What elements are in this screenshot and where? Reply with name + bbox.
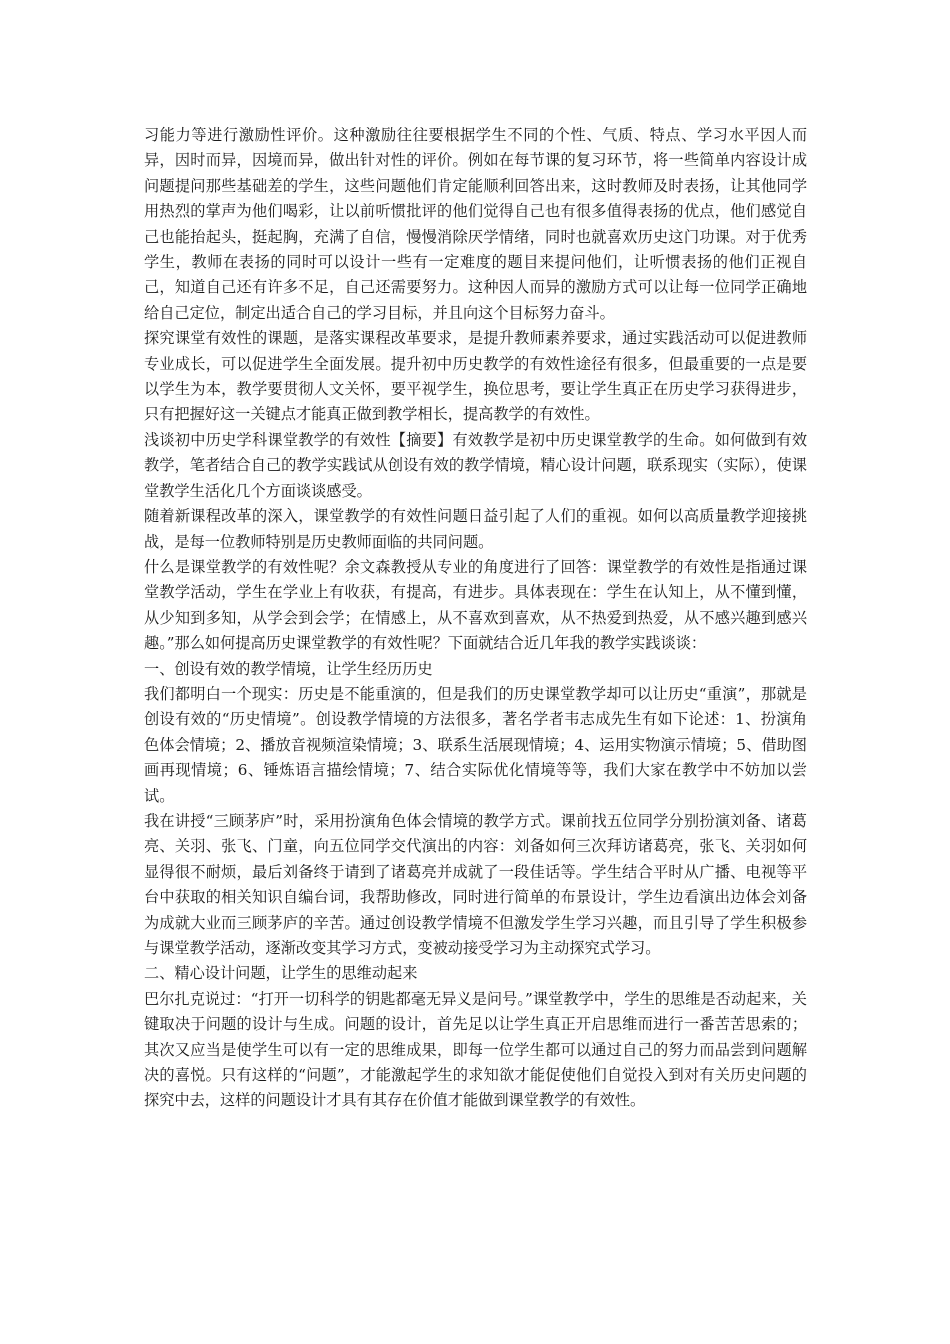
document-body xyxy=(144,123,807,1114)
paragraph-three-visits-example: 我在讲授“三顾茅庐”时，采用扮演角色体会情境的教学方式。课前找五位同学分别扮演刘备、诸葛亮、关羽、张飞、门童，向五位同学交代演出的内容：刘备如何三次拜访诸葛亮，张飞、关羽如何显得很不耐烦，最后刘备终于请到了诸葛亮并成就了一段佳话等。学生结合平时从广播、电视等平台中获取的相关知识自编台词，我帮助修改，同时进行简单的布景设计，学生边看演出边体会刘备为成就大业而三顾茅庐的辛苦。通过创设教学情境不但激发学生学习兴趣，而且引导了学生积极参与课堂教学活动，逐渐改变其学习方式，变被动接受学习为主动探究式学习。 xyxy=(144,811,807,957)
paragraph-incentive-evaluation: 习能力等进行激励性评价。这种激励往往要根据学生不同的个性、气质、特点、学习水平因人而异，因时而异，因境而异，做出针对性的评价。例如在每节课的复习环节，将一些简单内容设计成问题提问那些基础差的学生，这些问题他们肯定能顺利回答出来，这时教师及时表扬，让其他同学用热烈的掌声为他们喝彩，让以前听惯批评的他们觉得自己也有很多值得表扬的优点，他们感觉自己也能抬起头，挺起胸，充满了自信，慢慢消除厌学情绪，同时也就喜欢历史这门功课。对于优秀学生，教师在表扬的同时可以设计一些有一定难度的题目来提问他们，让听惯表扬的他们正视自己，知道自己还有许多不足，自己还需要努力。这种因人而异的激励方式可以让每一位同学正确地给自己定位，制定出适合自己的学习目标，并且向这个目标努力奋斗。 xyxy=(144,126,807,322)
paragraph-classroom-effectiveness: 探究课堂有效性的课题，是落实课程改革要求，是提升教师素养要求，通过实践活动可以促进教师专业成长，可以促进学生全面发展。提升初中历史教学的有效性途径有很多，但最重要的一点是要以学生为本，教学要贯彻人文关怀，要平视学生，换位思考，要让学生真正在历史学习获得进步，只有把握好这一关键点才能真正做到教学相长，提高教学的有效性。 xyxy=(144,329,807,424)
paragraph-abstract: 浅谈初中历史学科课堂教学的有效性【摘要】有效教学是初中历史课堂教学的生命。如何做到有效教学，笔者结合自己的教学实践试从创设有效的教学情境，精心设计问题，联系现实（实际），使课堂教学生活化几个方面谈谈感受。 xyxy=(144,430,807,500)
paragraph-definition: 什么是课堂教学的有效性呢？余文森教授从专业的角度进行了回答：课堂教学的有效性是指通过课堂教学活动，学生在学业上有收获，有提高，有进步。具体表现在：学生在认知上，从不懂到懂，从少知到多知，从学会到会学；在情感上，从不喜欢到喜欢，从不热爱到热爱，从不感兴趣到感兴趣。”那么如何提高历史课堂教学的有效性呢？下面就结合近几年我的教学实践谈谈： xyxy=(144,557,807,653)
section-heading-2: 二、精心设计问题，让学生的思维动起来 xyxy=(144,964,418,983)
section-heading-1: 一、创设有效的教学情境，让学生经历历史 xyxy=(144,659,433,678)
paragraph-history-situation: 我们都明白一个现实：历史是不能重演的，但是我们的历史课堂教学却可以让历史“重演”，那就是创设有效的“历史情境”。创设教学情境的方法很多，著名学者韦志成先生有如下论述：1、扮演角色体会情境；2、播放音视频渲染情境；3、联系生活展现情境；4、运用实物演示情境；5、借助图画再现情境；6、锤炼语言描绘情境；7、结合实际优化情境等等，我们大家在教学中不妨加以尝试。 xyxy=(144,684,807,805)
paragraph-question-design: 巴尔扎克说过：“打开一切科学的钥匙都毫无异义是问号。”课堂教学中，学生的思维是否动起来，关键取决于问题的设计与生成。问题的设计，首先足以让学生真正开启思维而进行一番苦苦思索的；其次又应当是使学生可以有一定的思维成果，即每一位学生都可以通过自己的努力而品尝到问题解决的喜悦。只有这样的“问题”，才能激起学生的求知欲才能促使他们自觉投入到对有关历史问题的探究中去，这样的问题设计才具有其存在价值才能做到课堂教学的有效性。 xyxy=(144,989,807,1110)
paragraph-curriculum-reform: 随着新课程改革的深入，课堂教学的有效性问题日益引起了人们的重视。如何以高质量教学迎接挑战，是每一位教师特别是历史教师面临的共同问题。 xyxy=(144,507,807,551)
